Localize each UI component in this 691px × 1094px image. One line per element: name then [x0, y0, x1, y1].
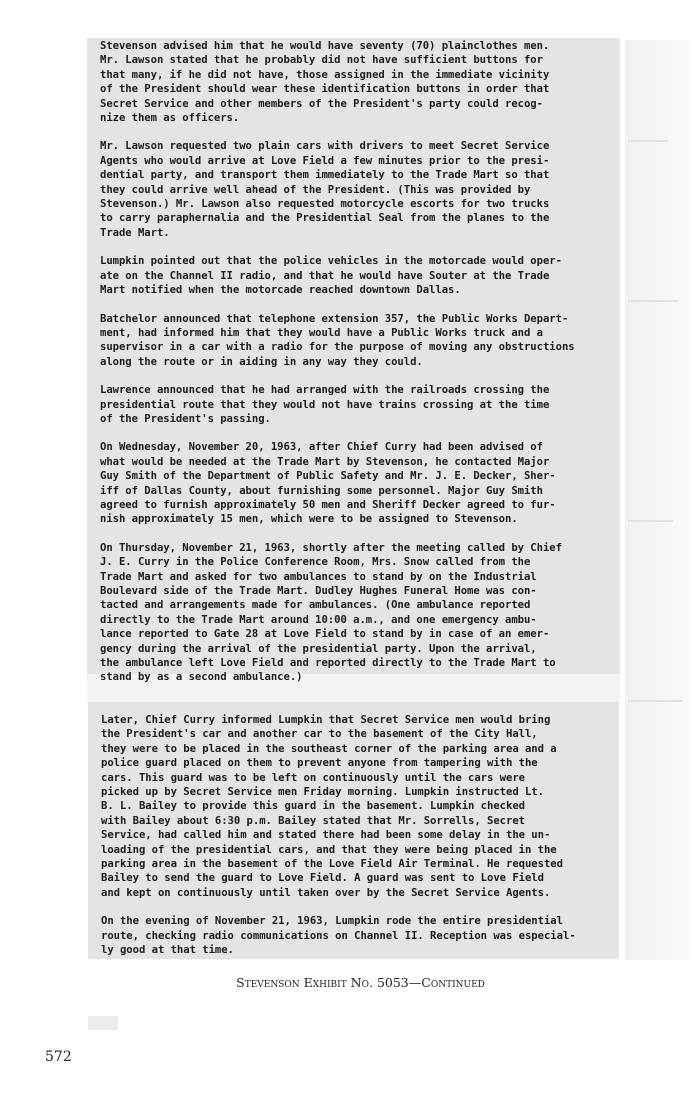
page-number: 572: [45, 1049, 72, 1065]
bleed-mark: [628, 300, 678, 302]
paragraph-thursday: On Thursday, November 21, 1963, shortly after the meeting called by Chief J. E. Curry in the Police Conference Room, Mrs. Snow called from the Trade Mart and asked for two ambulances to stand by on the Industrial Boulevard side of the Trade Mart. Dudley Hughes Funeral Home was con- tacted and arrangements made for ambulances. (One ambulance reported directly to the Trade Mart around 10:00 a.m., and one emergency ambu- lance reported to Gate 28 at Love Field to stand by in case of an emer- gency during the arrival of the presidential party. Upon the arrival, the ambulance left Love Field and reported directly to the Trade Mart to stand by as a second ambulance.): [100, 541, 562, 684]
paragraph-wednesday: On Wednesday, November 20, 1963, after Chief Curry had been advised of what would be needed at the Trade Mart by Stevenson, he contacted Major Guy Smith of the Department of Public Safety and Mr. J. E. Decker, Sher- iff of Dallas County, about furnishing some personnel. Major Guy Smith agreed to furnish approximately 50 men and Sheriff Decker agreed to fur- nish approximately 15 men, which were to be assigned to Stevenson.: [100, 441, 556, 526]
paragraph-railroads: Lawrence announced that he had arranged with the railroads crossing the presidential route that they would not have trains crossing at the time of the President's passing.: [100, 384, 550, 425]
paragraph-evening-route: On the evening of November 21, 1963, Lumpkin rode the entire presidential route, checking radio communications on Channel II. Reception was especial- ly good at that time.: [101, 915, 576, 957]
document-clipping-1: [87, 38, 620, 684]
paragraph-channel-radio: Lumpkin pointed out that the police vehicles in the motorcade would oper- ate on the Channel II radio, and that he would have Souter at the Trade Mart notified when the motorcade reached downtown Dallas.: [100, 255, 562, 297]
bleed-mark: [628, 520, 673, 522]
exhibit-caption: Stevenson Exhibit No. 5053—Continued: [236, 975, 485, 990]
paragraph-presidents-car: Later, Chief Curry informed Lumpkin that Secret Service men would bring the President's car and another car to the basement of the City Hall, they were to be placed in the southeast corner of the parking area and a police guard placed on them to prevent anyone from tampering with the cars. This guard was to be left on continuously until the cars were picked up by Secret Service men Friday morning. Lumpkin instructed Lt. B. L. Bailey to provide this guard in the basement. Lumpkin checked with Bailey about 6:30 p.m. Bailey stated that Mr. Sorrells, Secret Service, had called him and stated there had been some delay in the un- loading of the presidential cars, and that they were being placed in the parking area in the basement of the Love Field Air Terminal. He requested Bailey to send the guard to Love Field. A guard was sent to Love Field and kept on continuously until taken over by the Secret Service Agents.: [101, 714, 563, 899]
scan-smudge: [88, 1016, 118, 1030]
facing-page-bleed: [625, 40, 691, 960]
paragraph-plain-cars: Mr. Lawson requested two plain cars with drivers to meet Secret Service Agents who would arrive at Love Field a few minutes prior to the presi- dential party, and transport them immediately to the Trade Mart so that they could arrive well ahead of the President. (This was provided by Stevenson.) Mr. Lawson also requested motorcycle escorts for two trucks to carry paraphernalia and the Presidential Seal from the planes to the Trade Mart.: [100, 140, 550, 239]
bleed-mark: [628, 700, 683, 702]
bleed-mark: [628, 140, 668, 142]
document-clipping-2: [88, 702, 619, 959]
paragraph-public-works: Batchelor announced that telephone extension 357, the Public Works Depart- ment, had informed him that they would have a Public Works truck and a supervisor in a car with a radio for the purpose of moving any obstructions along the route or in aiding in any way they could.: [100, 312, 575, 368]
paragraph-plainclothes: Stevenson advised him that he would have seventy (70) plainclothes men. Mr. Lawson stated that he probably did not have sufficient buttons for that many, if he did not have, those assigned in the immediate vicinity of the President should wear these identification buttons in order that Secret Service and other members of the President's party could recog- nize them as officers.: [100, 40, 550, 125]
